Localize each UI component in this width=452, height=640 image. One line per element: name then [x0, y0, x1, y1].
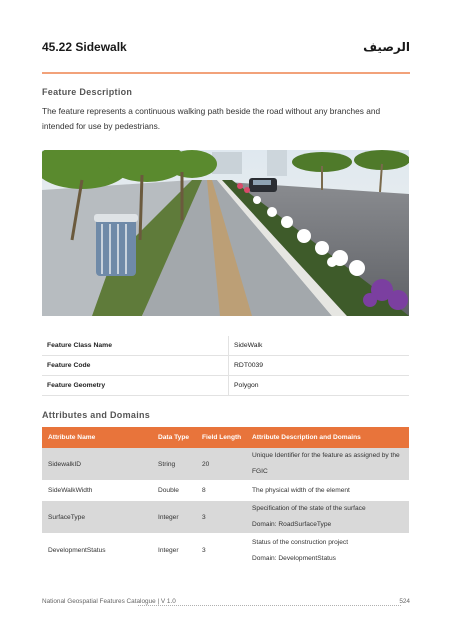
- cell-description: [246, 448, 409, 481]
- section-title: 45.22 Sidewalk: [42, 40, 127, 54]
- feature-description-text: The feature represents a continuous walking path beside the road without any branches and intended for use by pedestrians.: [42, 106, 381, 131]
- desc-line: The physical width of the element: [252, 486, 350, 494]
- desc-line: Unique Identifier for the feature as assigned by the: [252, 452, 400, 459]
- attr-label: Feature Code: [42, 356, 229, 376]
- cell-name: SidewalkID: [42, 448, 152, 481]
- table-row: [42, 534, 409, 568]
- arabic-title: الرصيف: [363, 40, 410, 54]
- cell-type: Integer: [152, 501, 196, 534]
- cell-length: 8: [196, 481, 246, 501]
- attr-value: SideWalk: [229, 336, 410, 356]
- desc-line: Domain: DevelopmentStatus: [252, 554, 336, 562]
- feature-description-heading: Feature Description: [42, 87, 133, 97]
- cell-length: 3: [196, 501, 246, 534]
- table-row: [42, 336, 409, 356]
- cell-type: Integer: [152, 534, 196, 568]
- table-header-row: [42, 427, 409, 448]
- attr-value: Polygon: [229, 376, 410, 396]
- cell-description: [246, 501, 409, 534]
- cell-name: SideWalkWidth: [42, 481, 152, 501]
- table-row: [42, 501, 409, 534]
- header-rule: [42, 72, 410, 74]
- cell-length: 20: [196, 448, 246, 481]
- table-row: [42, 481, 409, 501]
- cell-length: 3: [196, 534, 246, 568]
- desc-line: Specification of the state of the surface: [252, 505, 366, 512]
- attr-label: Feature Geometry: [42, 376, 229, 396]
- attributes-domains-table: [42, 427, 409, 568]
- attributes-domains-heading: Attributes and Domains: [42, 410, 151, 420]
- attr-label: Feature Class Name: [42, 336, 229, 356]
- sidewalk-photo: [42, 150, 409, 316]
- desc-line: FGIC: [252, 468, 268, 475]
- cell-name: DevelopmentStatus: [42, 534, 152, 568]
- cell-type: String: [152, 448, 196, 481]
- col-header: Attribute Description and Domains: [246, 427, 409, 448]
- col-header: Data Type: [152, 427, 196, 448]
- desc-line: Domain: RoadSurfaceType: [252, 521, 332, 528]
- table-row: [42, 356, 409, 376]
- table-row: [42, 448, 409, 481]
- table-row: [42, 376, 409, 396]
- feature-attributes-table: [42, 336, 409, 396]
- footer-catalogue-label: National Geospatial Features Catalogue | V 1.0: [42, 598, 176, 605]
- page-footer: [42, 598, 410, 605]
- cell-type: Double: [152, 481, 196, 501]
- cell-description: [246, 481, 409, 501]
- col-header: Attribute Name: [42, 427, 152, 448]
- col-header: Field Length: [196, 427, 246, 448]
- footer-leader-dots: [138, 604, 401, 606]
- desc-line: Status of the construction project: [252, 538, 349, 546]
- attr-value: RDT0039: [229, 356, 410, 376]
- page-header: [42, 40, 410, 60]
- cell-name: SurfaceType: [42, 501, 152, 534]
- cell-description: [246, 534, 409, 568]
- page-number: 524: [399, 598, 410, 605]
